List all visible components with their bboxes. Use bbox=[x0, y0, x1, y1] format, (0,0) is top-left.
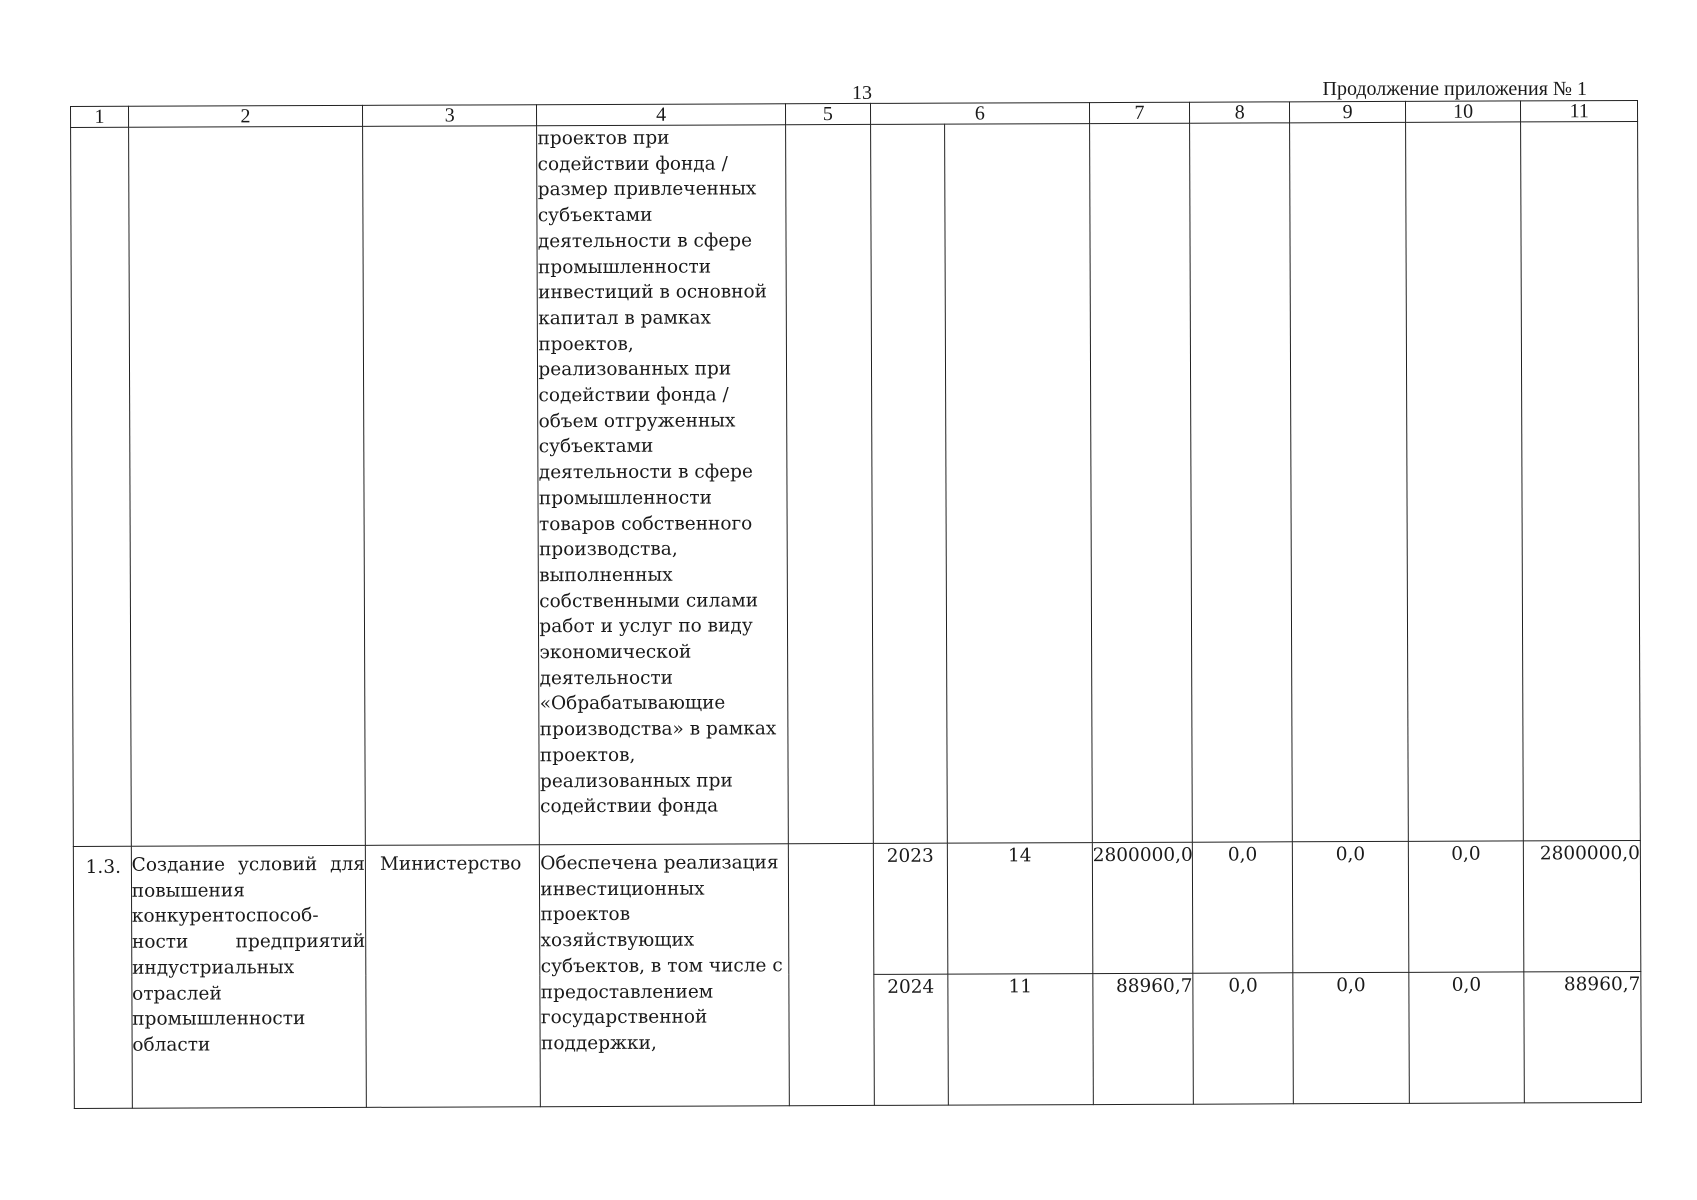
activity-name: Создание условий для повышения конкурентоспособ-ности предприятий индустриальных отраслей промышленности области bbox=[131, 845, 366, 1108]
column-header-4: 4 bbox=[537, 104, 786, 126]
year-2023-col10: 0,0 bbox=[1408, 841, 1524, 972]
year-2024-col6: 11 bbox=[948, 974, 1093, 1106]
year-2024-col9: 0,0 bbox=[1293, 972, 1409, 1103]
year-2024-col10: 0,0 bbox=[1409, 972, 1525, 1103]
row-number: 1.3. bbox=[73, 846, 132, 1108]
continuation-label: Продолжение приложения № 1 bbox=[1322, 78, 1587, 100]
column-header-3: 3 bbox=[363, 105, 537, 127]
column-header-1: 1 bbox=[71, 106, 129, 127]
column-header-5: 5 bbox=[785, 103, 870, 124]
column-header-11: 11 bbox=[1521, 100, 1638, 121]
year-2023: 2023 bbox=[873, 843, 948, 974]
page-number: 13 bbox=[852, 82, 872, 104]
year-2024-col11: 88960,7 bbox=[1524, 971, 1641, 1102]
year-2024-col8: 0,0 bbox=[1193, 973, 1294, 1104]
year-2023-col9: 0,0 bbox=[1293, 841, 1409, 972]
expected-result: Обеспечена реализация инвестиционных проектов хозяйствующих субъектов, в том числе с предоставлением государственной поддержки, bbox=[540, 844, 789, 1107]
column-header-9: 9 bbox=[1290, 101, 1406, 122]
year-2024: 2024 bbox=[874, 974, 949, 1105]
year-2023-col7: 2800000,0 bbox=[1092, 842, 1193, 973]
continued-indicator-text: проектов при содействии фонда / размер привлеченных субъектами деятельности в сфере промышленности инвестиций в основной капитал в рамках проектов, реализованных при содействии фонда / объем отгруженных субъектами деятельности в сфере промышленности товаров собственного производства, выполненных собственными силами работ и услуг по виду экономической деятельности «Обрабатывающие производства» в рамках проектов, реализованных при содействии фонда bbox=[537, 125, 788, 845]
column-header-8: 8 bbox=[1190, 102, 1290, 123]
appendix-table bbox=[70, 100, 1642, 1109]
column-header-7: 7 bbox=[1089, 102, 1189, 123]
year-2023-col8: 0,0 bbox=[1192, 842, 1293, 973]
continued-row bbox=[71, 121, 1641, 846]
year-2023-col6: 14 bbox=[947, 843, 1092, 975]
column-header-10: 10 bbox=[1405, 101, 1521, 122]
year-2024-col7: 88960,7 bbox=[1093, 973, 1194, 1104]
column-header-6: 6 bbox=[870, 103, 1089, 125]
year-2023-col11: 2800000,0 bbox=[1524, 840, 1641, 971]
executor: Министерство bbox=[365, 845, 540, 1108]
table-row bbox=[73, 840, 1640, 977]
column-header-2: 2 bbox=[128, 105, 362, 127]
